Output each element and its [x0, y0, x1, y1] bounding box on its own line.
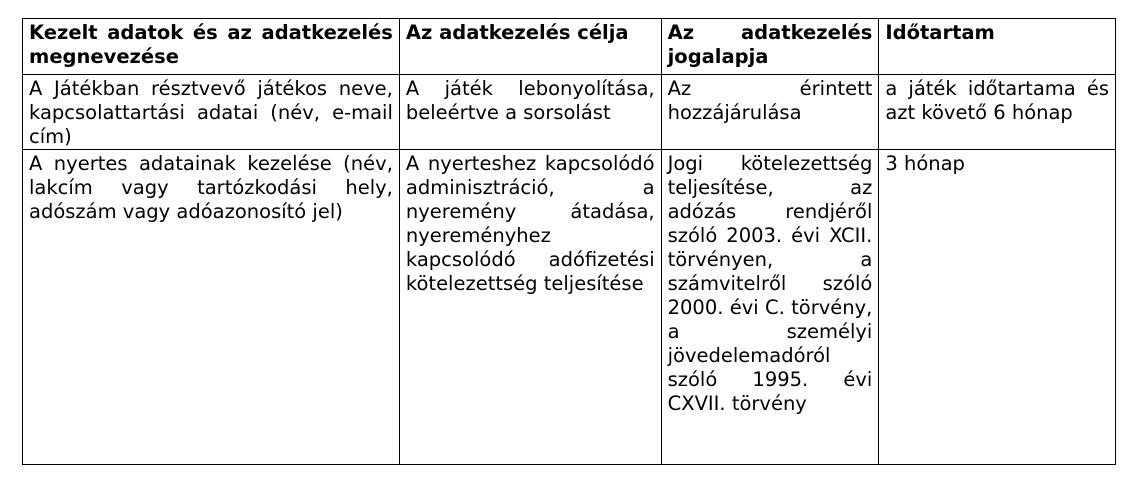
cell-duration: a játék időtartama és azt követő 6 hónap: [879, 75, 1116, 150]
table-row: [23, 75, 1116, 150]
table-row: [23, 150, 1116, 465]
table-header-row: [23, 19, 1116, 75]
header-duration: Időtartam: [879, 19, 1116, 75]
header-legal-basis: Az adatkezelés jogalapja: [661, 19, 879, 75]
cell-legal-basis: Az érintett hozzájárulása: [661, 75, 879, 150]
cell-processed-data: A Játékban résztvevő játékos neve, kapcsolattartási adatai (név, e-mail cím): [23, 75, 400, 150]
data-processing-table: [22, 18, 1116, 465]
cell-processed-data: A nyertes adatainak kezelése (név, lakcím vagy tartózkodási hely, adószám vagy adóazonosító jel): [23, 150, 400, 465]
cell-purpose: A játék lebonyolítása, beleértve a sorsolást: [399, 75, 661, 150]
cell-duration: 3 hónap: [879, 150, 1116, 465]
header-purpose: Az adatkezelés célja: [399, 19, 661, 75]
header-processed-data: Kezelt adatok és az adatkezelés megnevezése: [23, 19, 400, 75]
cell-legal-basis: Jogi kötelezettség teljesítése, az adózás rendjéről szóló 2003. évi XCII. törvényen, a számvitelről szóló 2000. évi C. törvény, a személyi jövedelemadóról szóló 1995. évi CXVII. törvény: [661, 150, 879, 465]
cell-purpose: A nyerteshez kapcsolódó adminisztráció, a nyeremény átadása, nyereményhez kapcsolódó adófizetési kötelezettség teljesítése: [399, 150, 661, 465]
